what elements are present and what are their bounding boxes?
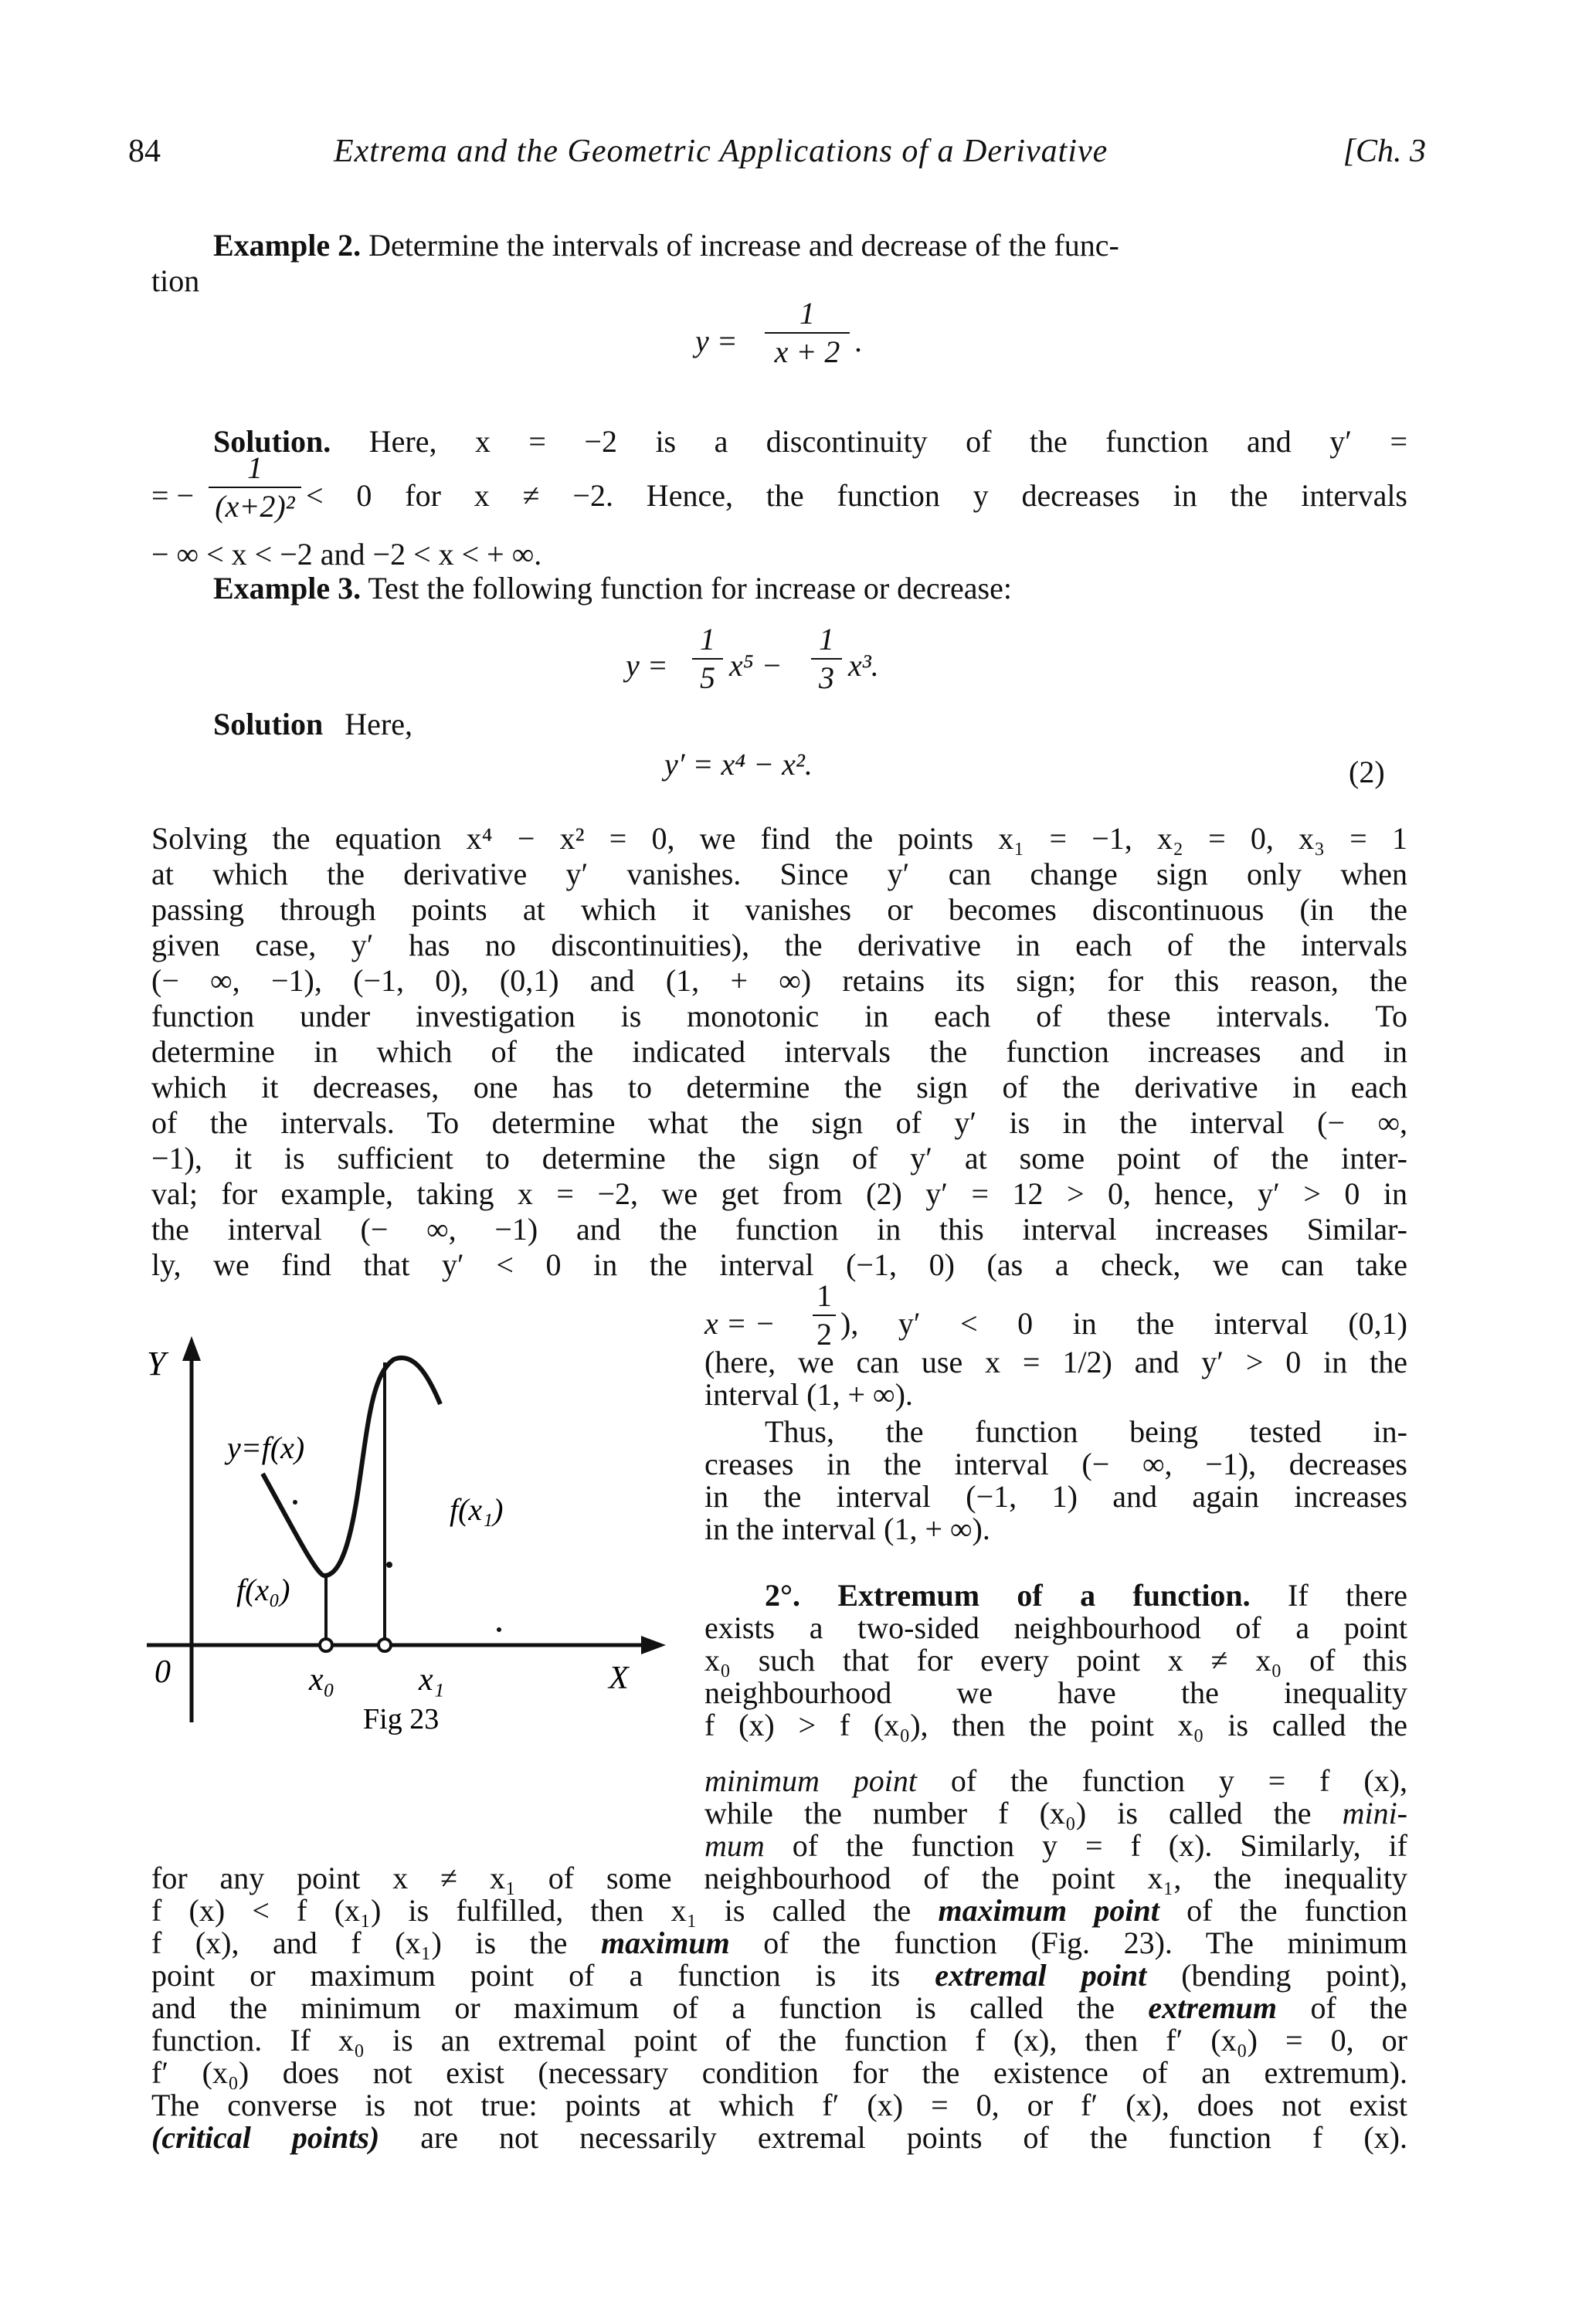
right-frac-prefix: x = −	[704, 1306, 776, 1341]
para1-line-13: ly, we find that y′ < 0 in the interval (−1, 0) (as a check, we can take	[151, 1247, 1407, 1282]
section-line-start: If there	[1288, 1578, 1407, 1613]
right-column-fraction	[813, 1279, 836, 1352]
running-title: Extrema and the Geometric Applications of a Derivative	[334, 134, 1108, 169]
thus-line-3: in the interval (−1, 1) and again increases	[704, 1479, 1407, 1514]
x1-point	[379, 1639, 391, 1651]
para2-line6: function. If x₀ is an extremal point of the function f (x), then f′ (x₀) = 0, or	[151, 2023, 1407, 2058]
example3-formula-mid: x⁵ −	[729, 648, 783, 683]
minimum-line-rest: of the function y = f (x). Similarly, if	[792, 1828, 1408, 1863]
solution2-line2-prefix: = −	[151, 478, 195, 513]
term-minimum: mini-	[1342, 1796, 1407, 1830]
example3-label: Example 3.	[213, 571, 362, 606]
example2-line2: tion	[151, 263, 200, 298]
para1-line-11: val; for example, taking x = −2, we get from (2) y′ = 12 > 0, hence, y′ > 0 in	[151, 1176, 1407, 1211]
figure-23	[139, 1305, 695, 1738]
para2-line9-rest: are not necessarily extremal points of the function f (x).	[420, 2120, 1407, 2155]
solution2-fraction	[209, 451, 301, 524]
term-mum: mum	[704, 1828, 765, 1863]
solution3-label: Solution	[213, 707, 324, 741]
fraction-numerator: 1	[799, 296, 815, 331]
example3-text: Test the following function for increase or decrease:	[368, 571, 1012, 606]
x0-point	[320, 1639, 332, 1651]
example3-fraction-2	[811, 623, 842, 695]
fraction-bar	[813, 1315, 836, 1316]
para1-line-4: given case, y′ has no discontinuities), the derivative in each of the intervals	[151, 928, 1407, 962]
para2-line5	[151, 1990, 1407, 2027]
fraction-denominator: 3	[819, 660, 834, 695]
para1-line-9: of the intervals. To determine what the sign of y′ is in the interval (− ∞,	[151, 1105, 1407, 1140]
term-maximum: maximum	[600, 1925, 730, 1960]
max-value-label: f(x₁)	[450, 1492, 504, 1527]
para1-line-2: at which the derivative y′ vanishes. Since y′ can change sign only when	[151, 857, 1407, 891]
example2-formula-lhs: y =	[695, 324, 738, 358]
solution2-line3: − ∞ < x < −2 and −2 < x < + ∞.	[151, 537, 542, 572]
fraction-bar	[811, 658, 842, 660]
para2-line5-prefix: and the minimum or maximum of a function is called the	[151, 1990, 1115, 2025]
solution2-line1	[213, 423, 1407, 460]
para2-line2	[151, 1892, 1407, 1929]
y-axis-arrow-icon	[182, 1336, 201, 1361]
para1-line-1: Solving the equation x⁴ − x² = 0, we find the points x₁ = −1, x₂ = 0, x₃ = 1	[151, 821, 1407, 856]
fraction-denominator: 2	[816, 1317, 832, 1352]
para2-line3-prefix: f (x), and f (x₁) is the	[151, 1925, 568, 1960]
figure-caption: Fig 23	[363, 1703, 440, 1735]
stray-dot	[386, 1562, 392, 1568]
example3-formula-lhs: y =	[626, 648, 668, 683]
para2-line8: The converse is not true: points at which f′ (x) = 0, or f′ (x), does not exist	[151, 2088, 1407, 2122]
fraction-numerator: 1	[819, 622, 834, 656]
fraction-bar	[765, 332, 850, 334]
para2-line4	[151, 1957, 1407, 1994]
section-number: 2°.	[765, 1578, 800, 1613]
example3-fraction-1	[692, 623, 723, 695]
right-col-line-1: (here, we can use x = 1/2) and y′ > 0 in the	[704, 1345, 1407, 1379]
right-col-line-2: interval (1, + ∞).	[704, 1377, 913, 1412]
fraction-denominator: x + 2	[774, 334, 840, 369]
equation-number: (2)	[1349, 755, 1385, 789]
minimum-line	[704, 1827, 1407, 1864]
x-axis-arrow-icon	[641, 1636, 666, 1654]
para1-line-10: −1), it is sufficient to determine the sign of y′ at some point of the inter-	[151, 1141, 1407, 1176]
y-axis-label: Y	[147, 1345, 166, 1383]
para2-line7: f′ (x₀) does not exist (necessary condition for the existence of an extremum).	[151, 2055, 1407, 2090]
stray-dot	[497, 1627, 501, 1632]
fraction-bar	[692, 658, 723, 660]
stray-dot	[293, 1500, 297, 1505]
fraction-bar	[209, 487, 301, 488]
para1-line-7: determine in which of the indicated intervals the function increases and in	[151, 1034, 1407, 1069]
example2-formula-fraction	[765, 297, 850, 369]
section-title: Extremum of a function.	[837, 1578, 1251, 1613]
para2-line1: for any point x ≠ x₁ of some neighbourhood of the point x₁, the inequality	[151, 1861, 1407, 1895]
example2-formula-end: .	[854, 324, 862, 358]
term-extremum: extremum	[1148, 1990, 1278, 2025]
x-axis-label: X	[609, 1661, 629, 1696]
para2-line3	[151, 1925, 1407, 1962]
para2-line4-rest: (bending point),	[1181, 1958, 1408, 1993]
fraction-numerator: 1	[816, 1278, 832, 1313]
example2-label: Example 2.	[213, 228, 362, 263]
right-frac-rest: ), y′ < 0 in the interval (0,1)	[840, 1306, 1407, 1341]
solution2-line1-text: Here, x = −2 is a discontinuity of the function and y′ =	[368, 424, 1408, 459]
page-number: 84	[128, 134, 161, 169]
x0-label: x₀	[309, 1662, 335, 1698]
para2-line4-prefix: point or maximum point of a function is its	[151, 1958, 901, 1993]
running-header	[128, 133, 1426, 179]
function-curve	[263, 1358, 440, 1576]
while-line	[704, 1795, 1407, 1832]
term-critical-points: (critical points)	[151, 2120, 380, 2155]
section-line-3: x₀ such that for every point x ≠ x₀ of this	[704, 1643, 1407, 1678]
fraction-denominator: (x+2)²	[215, 489, 295, 524]
example3-formula-end: x³.	[848, 648, 879, 683]
term-extremal-point: extremal point	[935, 1958, 1147, 1993]
term-minimum-point: minimum point	[704, 1763, 917, 1798]
fraction-numerator: 1	[700, 622, 715, 656]
example2-text: Determine the intervals of increase and decrease of the func-	[368, 228, 1119, 263]
fraction-denominator: 5	[700, 660, 715, 695]
para2-line3-rest: of the function (Fig. 23). The minimum	[763, 1925, 1408, 1960]
para2-line2-prefix: f (x) < f (x₁) is fulfilled, then x₁ is called the	[151, 1893, 912, 1928]
term-maximum-point: maximum point	[938, 1893, 1159, 1928]
para1-line-8: which it decreases, one has to determine the sign of the derivative in each	[151, 1070, 1407, 1104]
para1-line-6: function under investigation is monotonic in each of these intervals. To	[151, 999, 1407, 1033]
min-point-line	[704, 1763, 1407, 1800]
example3-line	[213, 570, 1012, 607]
solution3-here: Here,	[345, 707, 413, 741]
para1-line-5: (− ∞, −1), (−1, 0), (0,1) and (1, + ∞) retains its sign; for this reason, the	[151, 963, 1407, 998]
curve-label: y=f(x)	[227, 1430, 305, 1465]
solution2-line2-rest: < 0 for x ≠ −2. Hence, the function y decreases in the intervals	[306, 478, 1407, 513]
chapter-label: [Ch. 3	[1343, 134, 1426, 169]
thus-line-1: Thus, the function being tested in-	[765, 1414, 1407, 1449]
origin-label: 0	[154, 1654, 171, 1690]
min-point-rest: of the function y = f (x),	[950, 1763, 1407, 1798]
x1-label: x₁	[419, 1662, 445, 1698]
solution3-derivative: y′ = x⁴ − x².	[664, 747, 813, 782]
example2-line1	[213, 227, 1119, 264]
fraction-numerator: 1	[247, 450, 263, 485]
para1-line-3: passing through points at which it vanishes or becomes discontinuous (in the	[151, 892, 1407, 927]
while-line-text: while the number f (x₀) is called the	[704, 1796, 1312, 1830]
min-value-label: f(x₀)	[236, 1573, 290, 1607]
para2-line5-rest: of the	[1310, 1990, 1408, 2025]
section-heading-line	[765, 1577, 1407, 1614]
para2-line9	[151, 2119, 1407, 2156]
solution2-label: Solution.	[213, 424, 331, 459]
para1-line-12: the interval (− ∞, −1) and the function in this interval increases Similar-	[151, 1212, 1407, 1247]
thus-line-4: in the interval (1, + ∞).	[704, 1511, 990, 1546]
section-line-2: exists a two-sided neighbourhood of a point	[704, 1610, 1407, 1645]
solution3-label-line	[213, 706, 412, 743]
section-line-5: f (x) > f (x₀), then the point x₀ is called the	[704, 1708, 1407, 1742]
thus-line-2: creases in the interval (− ∞, −1), decreases	[704, 1447, 1407, 1481]
section-line-4: neighbourhood we have the inequality	[704, 1675, 1407, 1710]
para2-line2-rest: of the function	[1186, 1893, 1408, 1928]
